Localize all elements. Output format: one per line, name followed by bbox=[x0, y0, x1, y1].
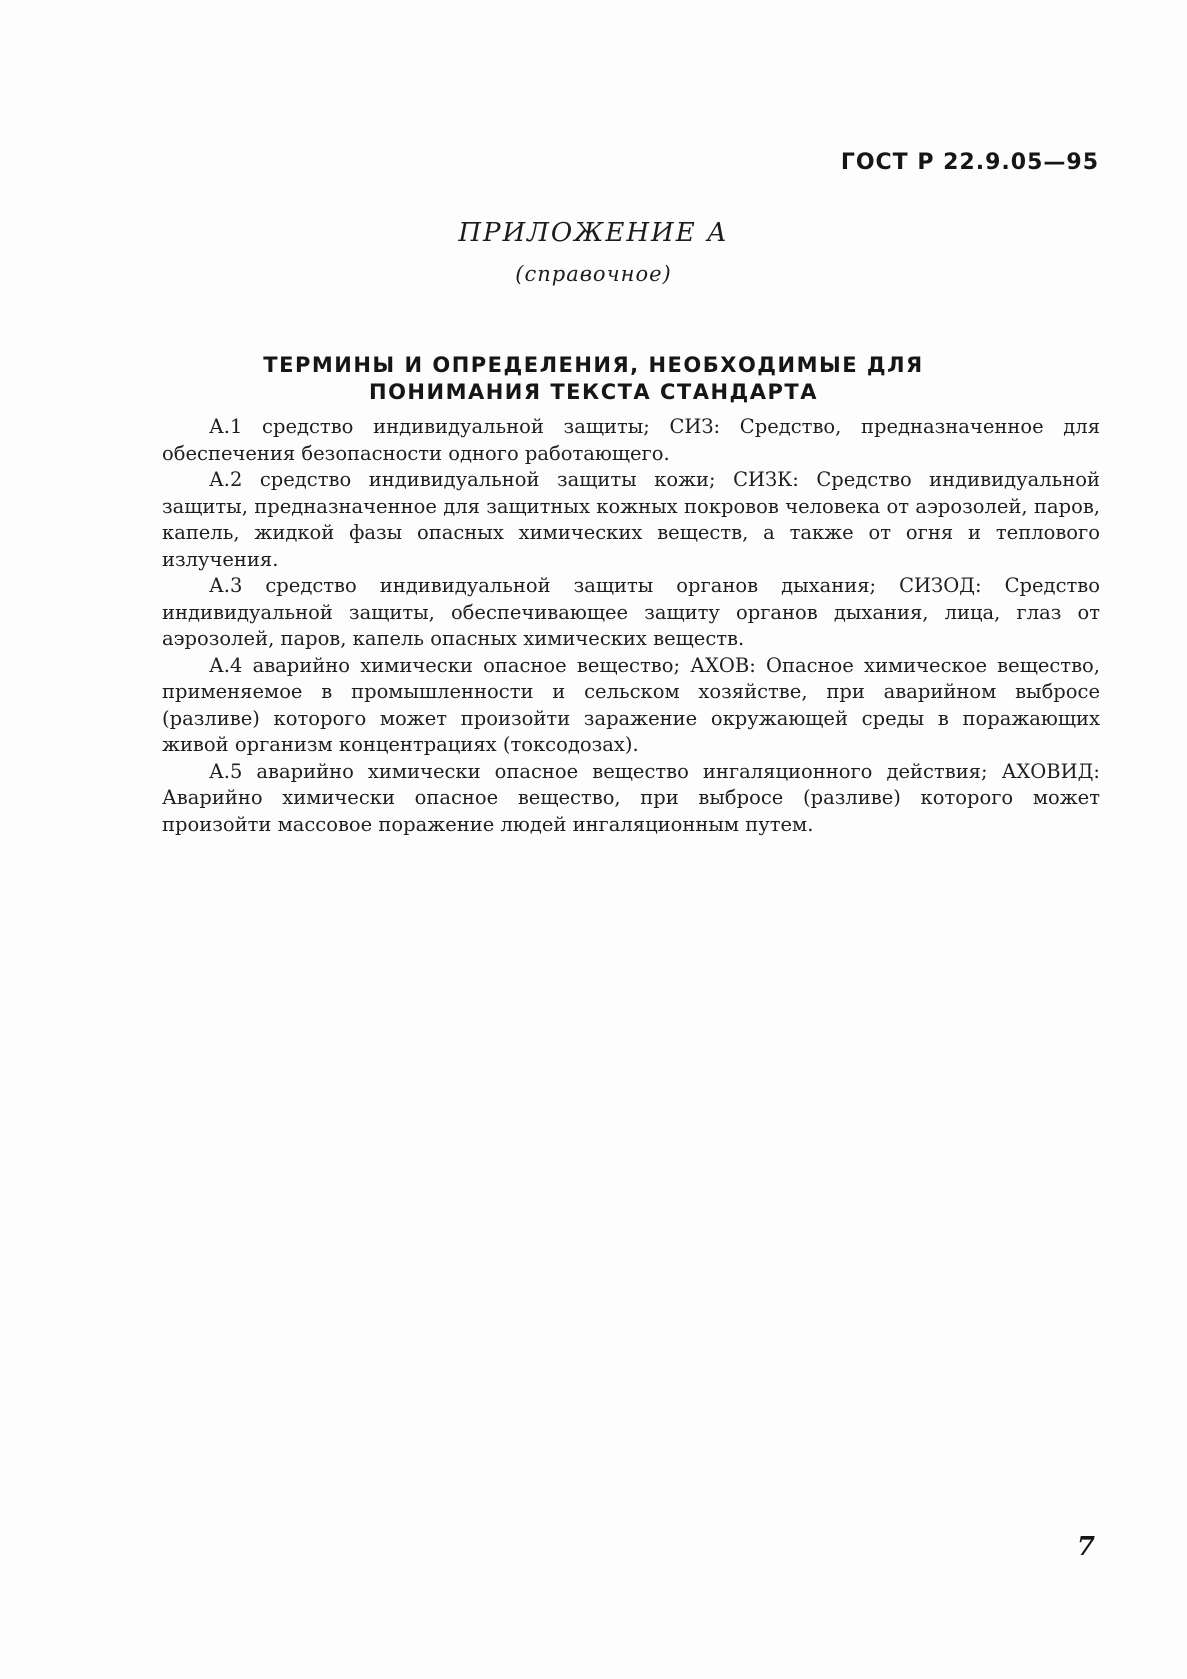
document-code: ГОСТ Р 22.9.05—95 bbox=[840, 150, 1099, 175]
section-heading-line-2: ПОНИМАНИЯ ТЕКСТА СТАНДАРТА bbox=[369, 380, 818, 404]
definition-a4: А.4 аварийно химически опасное вещество; АХОВ: Опасное химическое вещество, применяемое в промышленности и сельском хозяйстве, при аварийном выбросе (разливе) которого может произойти заражение окружающей среды в поражающих живой организм концентрациях (токсодозах). bbox=[162, 653, 1100, 756]
page-number: 7 bbox=[1076, 1532, 1095, 1562]
appendix-title: ПРИЛОЖЕНИЕ А bbox=[458, 218, 729, 248]
section-heading bbox=[0, 352, 1187, 406]
appendix-subtitle: (справочное) bbox=[515, 262, 672, 286]
definition-a3: А.3 средство индивидуальной защиты органов дыхания; СИЗОД: Средство индивидуальной защиты, обеспечивающее защиту органов дыхания, лица, глаз от аэрозолей, паров, капель опасных химических веществ. bbox=[162, 574, 1100, 650]
definition-a1: А.1 средство индивидуальной защиты; СИЗ: Средство, предназначенное для обеспечения безопасности одного работающего. bbox=[162, 415, 1100, 465]
section-heading-line-1: ТЕРМИНЫ И ОПРЕДЕЛЕНИЯ, НЕОБХОДИМЫЕ ДЛЯ bbox=[263, 353, 924, 377]
definition-a5: А.5 аварийно химически опасное вещество ингаляционного действия; АХОВИД: Аварийно химически опасное вещество, при выбросе (разливе) которого может произойти массовое поражение людей ингаляционным путем. bbox=[162, 759, 1100, 836]
definition-a2: А.2 средство индивидуальной защиты кожи; СИЗК: Средство индивидуальной защиты, предназначенное для защитных кожных покровов человека от аэрозолей, паров, капель, жидкой фазы опасных химических веществ, а также от огня и теплового излучения. bbox=[162, 468, 1100, 571]
definitions-body bbox=[162, 414, 1100, 838]
